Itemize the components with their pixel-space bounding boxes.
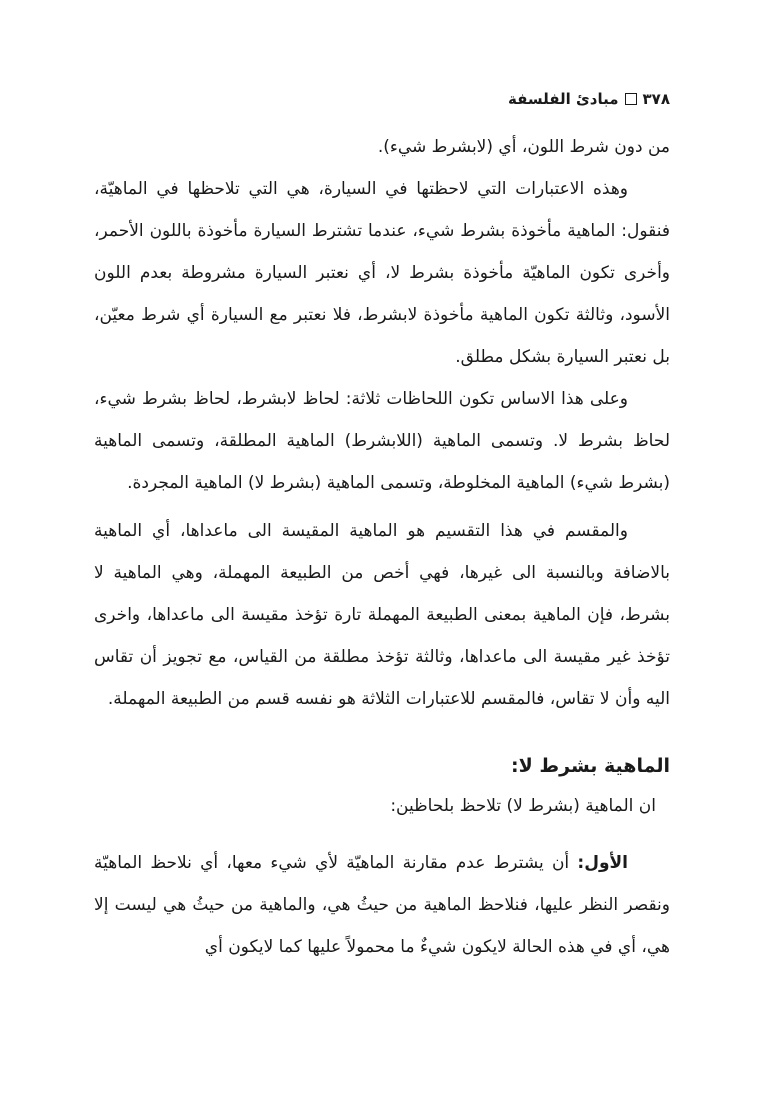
paragraph-2: وهذه الاعتبارات التي لاحظتها في السيارة، هي التي تلاحظها في الماهيّة، فنقول: الماهية مأخوذة بشرط شيء، عندما تشترط السيارة مأخوذة باللون الأحمر، وأخرى تكون الماهيّة مأخوذة بشرط لا، أي نعتبر السيارة مشروطة بعدم اللون الأسود، وثالثة تكون الماهية مأخوذة لابشرط، فلا نعتبر مع السيارة أي شرط معيّن، بل نعتبر السيارة بشكل مطلق. [94,179,670,367]
paragraph-4: والمقسم في هذا التقسيم هو الماهية المقيسة الى ماعداها، أي الماهية بالاضافة وبالنسبة الى غيرها، فهي أخص من الطبيعة المهملة، وهي الماهية لا بشرط، فإن الماهية بمعنى الطبيعة المهملة تارة تؤخذ مقيسة الى ماعداها، واخرى تؤخذ غير مقيسة الى ماعداها، وثالثة تؤخذ مطلقة من القياس، مع تجويز أن تقاس اليه وأن لا تقاس، فالمقسم للاعتبارات الثلاثة هو نفسه قسم من الطبيعة المهملة. [94,521,670,709]
paragraph-1: من دون شرط اللون، أي (لابشرط شيء). [377,137,670,157]
running-header [94,84,670,114]
book-title: مبادئ الفلسفة [507,90,619,108]
page-number: ٣٧٨ [642,90,670,108]
book-page [94,84,670,968]
square-separator-icon [625,93,637,105]
paragraph-3: وعلى هذا الاساس تكون اللحاظات ثلاثة: لحاظ لابشرط، لحاظ بشرط شيء، لحاظ بشرط لا. وتسمى الماهية (اللابشرط) الماهية المطلقة، وتسمى الماهية (بشرط شيء) الماهية المخلوطة، وتسمى الماهية (بشرط لا) الماهية المجردة. [94,389,670,493]
first-point-paragraph [94,842,670,968]
section-heading: الماهية بشرط لا: [511,755,670,777]
section-intro: ان الماهية (بشرط لا) تلاحظ بلحاظين: [390,796,656,816]
first-point-label: الأول: [577,853,628,873]
first-point-text: أن يشترط عدم مقارنة الماهيّة لأي شيء معها، أي نلاحظ الماهيّة ونقصر النظر عليها، فنلاحظ الماهية من حيثُ هي، والماهية من حيثُ هي ليست إلا هي، أي في هذه الحالة لايكون شيءٌ ما محمولاً عليها كما لايكون أي [94,853,670,957]
